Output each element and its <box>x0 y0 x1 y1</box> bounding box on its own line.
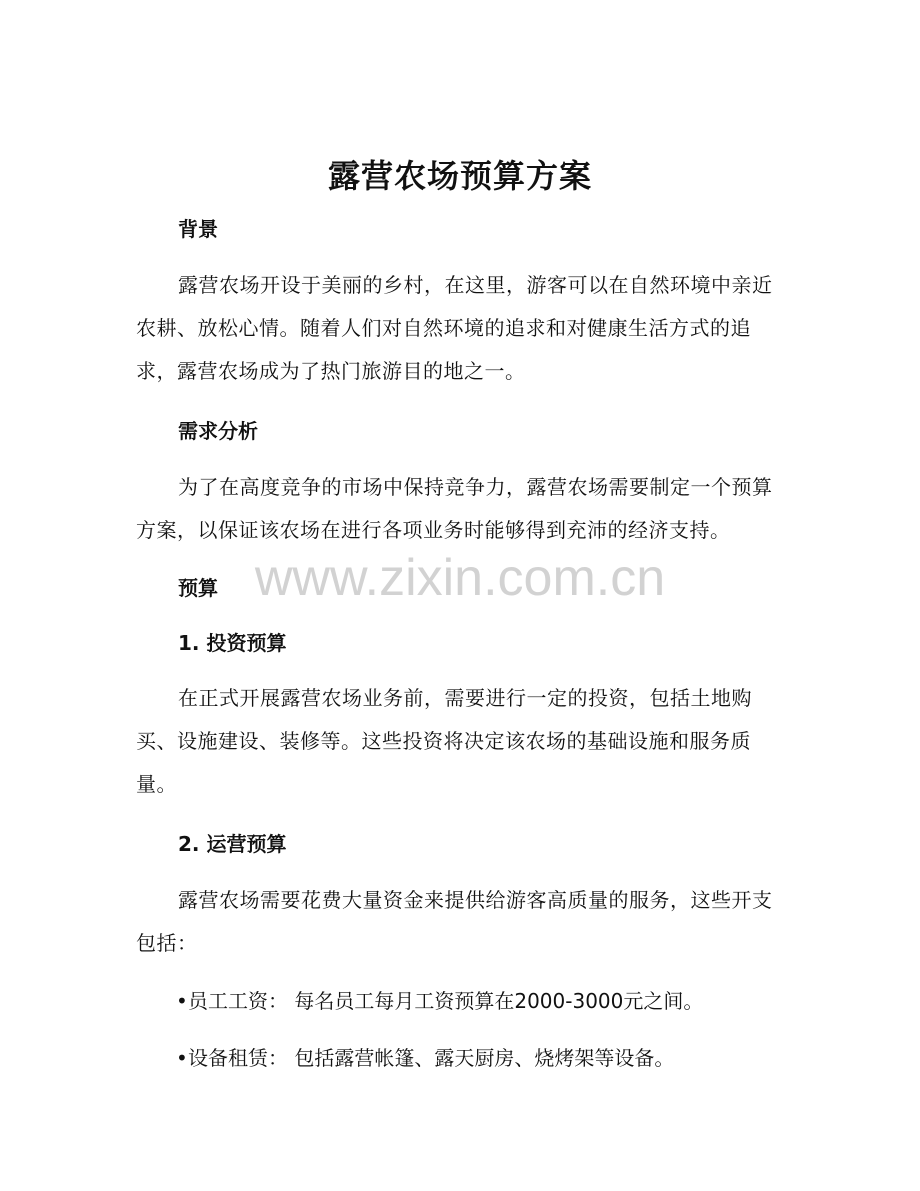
paragraph-operations-budget: 露营农场需要花费大量资金来提供给游客高质量的服务，这些开支包括： <box>136 888 773 955</box>
heading-needs-analysis: 需求分析 <box>178 419 258 443</box>
list-item <box>176 986 703 1016</box>
heading-investment-budget: 1. 投资预算 <box>178 631 287 655</box>
paragraph-needs-analysis: 为了在高度竞争的市场中保持竞争力，露营农场需要制定一个预算方案，以保证该农场在进行各项业务时能够得到充沛的经济支持。 <box>136 475 773 542</box>
paragraph-background: 露营农场开设于美丽的乡村，在这里，游客可以在自然环境中亲近农耕、放松心情。随着人们对自然环境的追求和对健康生活方式的追求，露营农场成为了热门旅游目的地之一。 <box>136 273 773 383</box>
bullet-marker: • <box>176 1046 188 1070</box>
list-item <box>176 1043 674 1073</box>
heading-operations-budget: 2. 运营预算 <box>178 832 287 856</box>
list-item-text: 员工工资： 每名员工每月工资预算在2000-3000元之间。 <box>188 989 704 1013</box>
heading-budget: 预算 <box>178 576 218 600</box>
bullet-marker: • <box>176 989 188 1013</box>
paragraph-investment-budget: 在正式开展露营农场业务前，需要进行一定的投资，包括土地购买、设施建设、装修等。这些投资将决定该农场的基础设施和服务质量。 <box>136 686 752 796</box>
watermark: www.zixin.com.cn <box>254 549 666 607</box>
heading-background: 背景 <box>178 217 218 241</box>
list-item-text: 设备租赁： 包括露营帐篷、露天厨房、烧烤架等设备。 <box>188 1046 675 1070</box>
page-title: 露营农场预算方案 <box>327 157 592 195</box>
